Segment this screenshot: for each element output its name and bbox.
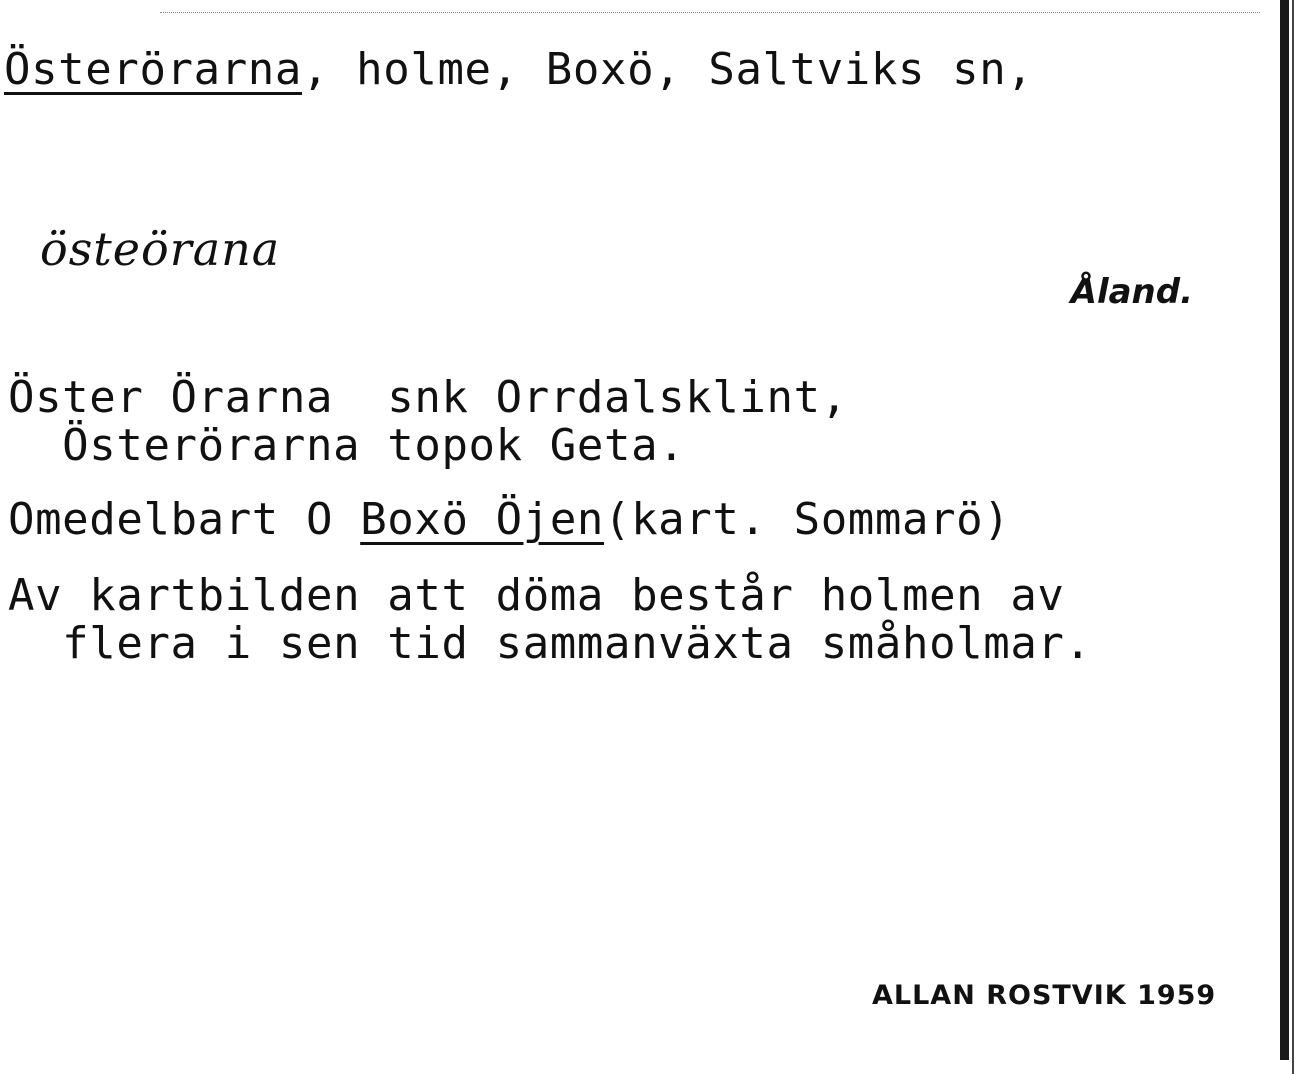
author-stamp: ALLAN ROSTVIK 1959 <box>872 980 1217 1011</box>
scan-specks <box>160 12 1260 17</box>
heading-rest: , holme, Boxö, Saltviks sn, <box>302 44 1034 95</box>
text-line-4 <box>8 496 1010 544</box>
heading-line <box>4 46 1033 94</box>
underlined-place: Boxö Öjen <box>360 494 604 545</box>
text-line-4-a: Omedelbart O <box>8 494 361 545</box>
text-line-2: Öster Örarna snk Orrdalsklint, <box>8 372 848 423</box>
card-edge-shadow <box>1280 0 1289 1060</box>
text-line-6: flera i sen tid sammanväxta småholmar. <box>8 618 1092 669</box>
text-line-4-b: (kart. Sommarö) <box>604 494 1011 545</box>
text-line-5: Av kartbilden att döma består holmen av <box>8 570 1065 621</box>
text-line-3: Österörarna topok Geta. <box>8 420 686 471</box>
handwritten-pronunciation: östeörana <box>40 222 281 276</box>
region-stamp: Åland. <box>1070 272 1193 312</box>
card-edge-line <box>1292 0 1294 1074</box>
place-name-underlined: Österörarna <box>4 44 302 95</box>
